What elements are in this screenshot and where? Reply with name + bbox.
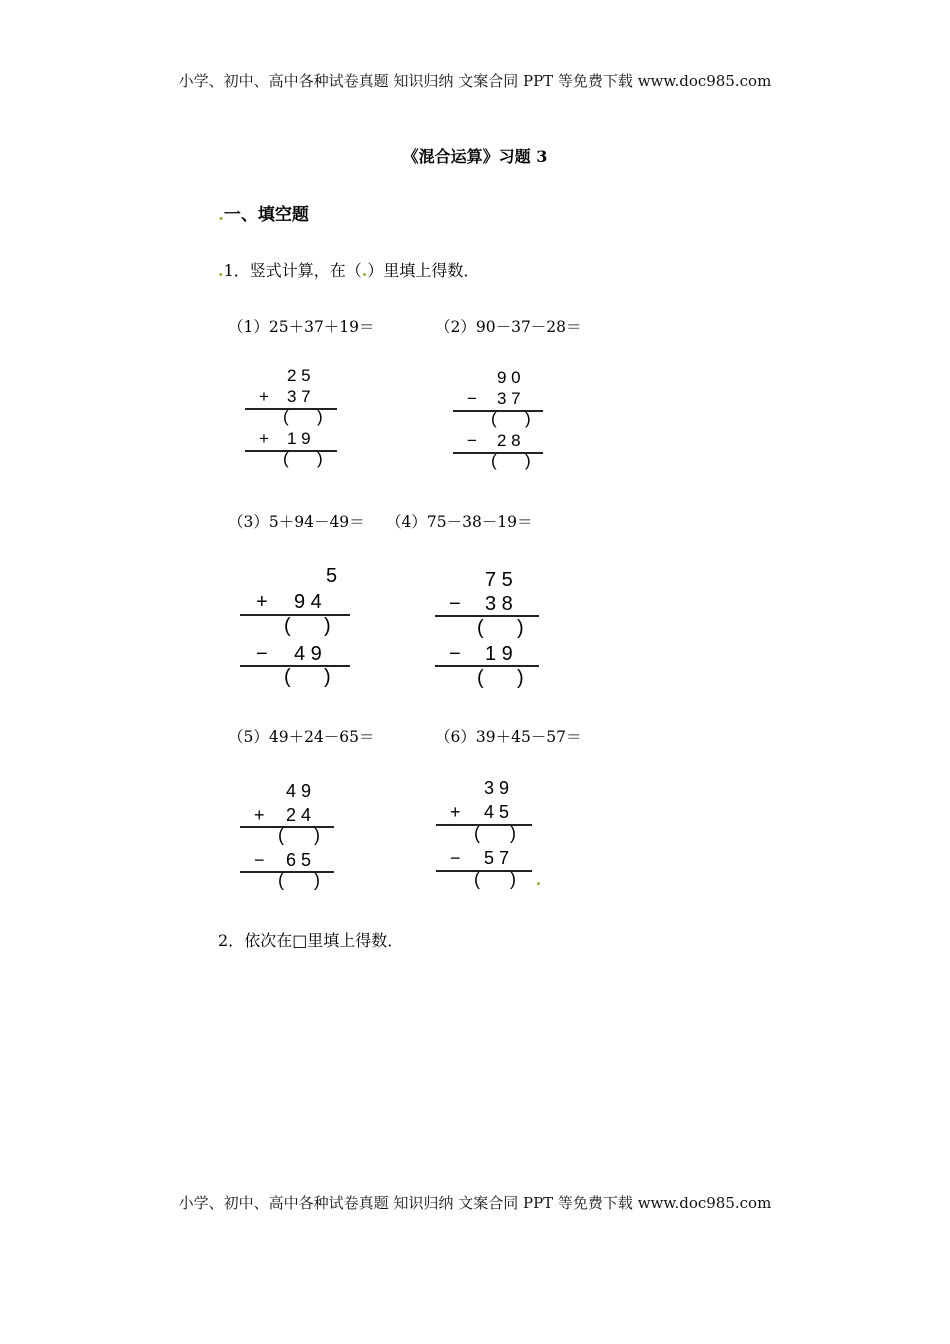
question-1: [218, 258, 479, 281]
page-header: 小学、初中、高中各种试卷真题 知识归纳 文案合同 PPT 等免费下载 www.doc985.com: [178, 72, 772, 90]
calc-3-op1: +: [256, 591, 268, 613]
q1-mark: .: [218, 261, 224, 280]
question-2: [218, 928, 403, 951]
calc-6-top: 3 9: [484, 778, 510, 798]
calc-6-blank1: ( ): [474, 823, 516, 843]
calc-5-op1: +: [254, 805, 265, 825]
calc-4-op2: −: [449, 643, 461, 665]
problem-3-label: （3）5＋94－49＝: [228, 513, 365, 531]
calc-1-op2: +: [259, 429, 269, 448]
calc-5-top: 4 9: [286, 781, 312, 801]
calc-1-blank1: ( ): [283, 407, 323, 426]
calc-6-n1: 4 5: [484, 802, 510, 822]
vertical-calc-2: [453, 367, 573, 477]
vertical-calc-6: [436, 777, 556, 892]
calc-3-blank2: ( ): [284, 666, 331, 688]
problem-2-label: （2）90－37－28＝: [435, 318, 582, 336]
calc-1-blank2: ( ): [283, 449, 323, 468]
calc-1-n2: 1 9: [287, 429, 311, 448]
calc-6-n2: 5 7: [484, 848, 510, 868]
calc-2-op2: −: [467, 431, 477, 450]
calc-4-top: 7 5: [485, 569, 513, 591]
page-footer: 小学、初中、高中各种试卷真题 知识归纳 文案合同 PPT 等免费下载 www.doc985.com: [178, 1194, 772, 1212]
q1-text-a: 竖式计算，在（: [249, 261, 362, 280]
calc-4-blank1: ( ): [477, 617, 524, 639]
section-mark: .: [218, 205, 224, 225]
calc-3-top: 5: [326, 565, 338, 587]
calc-1-n1: 3 7: [287, 387, 311, 406]
q1-paren-mark: .: [361, 261, 368, 280]
calc-3-blank1: ( ): [284, 615, 331, 637]
calc-6-op2: −: [450, 848, 461, 868]
calc-4-n1: 3 8: [485, 593, 513, 615]
calc-4-n2: 1 9: [485, 643, 513, 665]
calc-5-n2: 6 5: [286, 850, 312, 870]
calc-1-top: 2 5: [287, 366, 311, 385]
vertical-calc-4: [435, 567, 555, 697]
calc-5-n1: 2 4: [286, 805, 312, 825]
calc-3-op2: −: [256, 643, 268, 665]
calc-6-end-mark: .: [536, 869, 542, 889]
calc-2-op1: −: [467, 389, 477, 408]
calc-3-n1: 9 4: [294, 591, 322, 613]
calc-2-blank2: ( ): [491, 451, 531, 470]
calc-6-op1: +: [450, 802, 461, 822]
calc-4-op1: −: [449, 593, 461, 615]
problem-4-label: （4）75－38－19＝: [386, 513, 533, 531]
q2-number: 2．: [218, 931, 245, 950]
calc-5-blank2: ( ): [278, 870, 320, 890]
q1-number: 1．: [223, 261, 250, 280]
vertical-calc-5: [240, 780, 360, 890]
problem-5-label: （5）49＋24－65＝: [228, 728, 375, 746]
calc-2-n2: 2 8: [497, 431, 521, 450]
calc-2-top: 9 0: [497, 368, 521, 387]
calc-4-blank2: ( ): [477, 667, 524, 689]
q1-text-b: ）里填上得数．: [367, 261, 480, 280]
calc-2-n1: 3 7: [497, 389, 521, 408]
calc-5-op2: −: [254, 850, 265, 870]
calc-3-n2: 4 9: [294, 643, 322, 665]
calc-5-blank1: ( ): [278, 825, 320, 845]
q2-text: 依次在□里填上得数．: [244, 931, 404, 950]
section-heading: [218, 200, 309, 225]
vertical-calc-1: [245, 365, 365, 475]
section-label: 一、填空题: [223, 205, 309, 225]
calc-6-blank2: ( ): [474, 869, 516, 889]
calc-1-op1: +: [259, 387, 269, 406]
calc-2-blank1: ( ): [491, 409, 531, 428]
page-title: 《混合运算》习题 3: [402, 147, 548, 166]
problem-6-label: （6）39＋45－57＝: [435, 728, 582, 746]
problem-1-label: （1）25＋37＋19＝: [228, 318, 375, 336]
vertical-calc-3: [240, 563, 360, 693]
